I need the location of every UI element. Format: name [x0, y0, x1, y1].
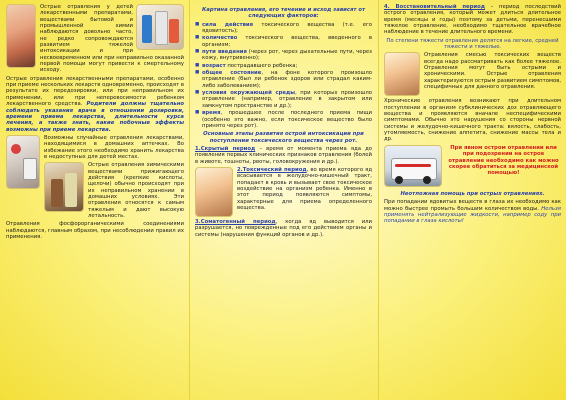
stage-4-paragraph — [384, 4, 561, 36]
factor-term: сила действия — [202, 21, 254, 28]
factor-term: условия окружающей среды — [202, 90, 296, 97]
eye-aid-paragraph — [384, 199, 561, 224]
factor-item — [195, 22, 372, 35]
factor-item — [195, 35, 372, 48]
medication-text: Острые отравления лекарственными препаратами, особенно при приеме нескольких лекарств одновременно, происходят в результате их передозировки, или при неправильном их применении, или при неперевосимости ребенком лекарственного средства. — [6, 75, 184, 108]
factor-item — [195, 49, 372, 62]
mixed-poisoning-paragraph: Отравления смесью токсических веществ всегда надо рассматривать как более тяжелое. Отравления могут быть острыми и хроническими. Острые отравления характеризуются острым развитием симптомов, специфичных для данного отравления. — [424, 52, 561, 91]
child-with-pills-image — [6, 4, 36, 68]
home-pharmacy-text: Возможны случайные отравления лекарствами, находящимися в домашних аптечках. Во избежание этого необходимо хранить лекарства в недоступных для детей местах. — [44, 134, 184, 160]
sick-child-image — [195, 167, 233, 217]
factor-desc: токсического вещества (т.е. его ядовитость); — [202, 21, 373, 35]
parents-warning: Родители должны тщательно соблюдать указания врача в отношении дозировки, времени приема лекарства, длительности курса лечения, а также знать, какие побочные эффекты возможны при приеме лекарства. — [6, 101, 184, 133]
urgent-help-warning: При явном остром отравлении или при подозрении на острое отравление необходимо как можно скорее обратиться за медицинской помощью! — [448, 144, 559, 177]
stage-1-title: 1.Скрытый период — [195, 145, 256, 152]
stage-3-paragraph — [195, 219, 372, 238]
organophosphate-paragraph: Отравления фосфорорганическими соединениями наблюдаются, главным образом, при несоблюдении правил их применения. — [6, 221, 184, 241]
eye-aid-text: При попадании ядовитых веществ в глаза их необходимо как можно быстрее промыть большим количеством воды. — [384, 199, 561, 212]
factor-item — [195, 70, 372, 89]
factor-desc: пострадавшего ребенка; — [225, 62, 298, 69]
stage-3-title: 3.Соматогенный период — [195, 218, 276, 225]
factor-desc: , прошедшее после последнего приема пищи (особенно это важно, если токсическое вещество было принято через рот). — [202, 110, 372, 129]
factor-item — [195, 110, 372, 129]
factor-desc: , при которых произошло отравление (например, отравление в закрытом или замкнутом пространстве и др.); — [202, 90, 372, 109]
middle-column — [189, 0, 378, 400]
factor-item — [195, 90, 372, 109]
ambulance-image — [384, 145, 442, 187]
factors-list — [195, 22, 372, 130]
lying-child-image — [384, 52, 420, 96]
stage-2-title: 2.Токсический период — [237, 166, 307, 173]
first-aid-heading: Неотложная помощь при острых отравлениях. — [400, 190, 545, 197]
household-chemicals-image — [136, 4, 184, 50]
stage-1-paragraph — [195, 146, 372, 165]
medication-paragraph — [6, 76, 184, 133]
severity-paragraph: По степени тяжести отравления делятся на легкие, средней тяжести и тяжелые. — [386, 37, 559, 51]
factor-term: возраст — [202, 62, 226, 69]
caustic-paragraph: Острые отравления химическими веществами прижигающего действия (крепкие кислоты, щелочи) обычно происходят при их неправильном хранении в домашних условиях. Эти отравления относятся к самым тяжелым и дают высокую летальность. — [88, 162, 184, 219]
factor-term: количество — [202, 35, 238, 42]
factor-desc: (через рот, через дыхательные пути, через кожу, внутривенно); — [202, 49, 373, 62]
stages-heading: Основные этапы развития острой интоксикации при поступлении токсического вещества через рот. — [203, 131, 364, 144]
medicine-cabinet-image — [6, 135, 40, 189]
factor-term: пути введения — [202, 49, 247, 56]
stage-2-text: , во время которого яд всасывается в желудочно-кишечный тракт, попадает в кровь и вызывает свое токсическое воздействие на организм ребенка. Именно в этот период появляются симптомы, характерные для приема определенного вещества. — [237, 166, 372, 211]
stage-3-text: , когда яд выводится или разрушается, но поврежденные под его действием органы и системы (нарушения функций органов и др.). — [195, 218, 372, 238]
left-column — [0, 0, 189, 400]
chemical-bottles-image — [44, 162, 84, 212]
factor-term: общее состояние — [202, 70, 262, 77]
stage-4-title: 4. Восстановительный период — [384, 4, 486, 10]
factor-desc: токсического вещества, введенного в организм; — [202, 35, 372, 48]
factor-item — [195, 63, 372, 69]
stage-1-text: – время от момента приема яда до появления первых клинических признаков отравления (болей в животе, тошноты, рвоты, головокружения и др.). — [195, 145, 372, 165]
factor-term: время — [202, 110, 221, 117]
chronic-paragraph: Хронические отравления возникают при длительном поступлении в организм субклинических доз отравляющего вещества и проявляются вначале неспецифическими симптомами. Обычно это нарушения со стороны нервной системы и желудочно-кишечного тракта: вялость, слабость, утомляемость, снижение аппетита, снижение массы тела и др. — [384, 98, 561, 143]
factors-heading: Картина отравления, его течение и исход зависят от следующих факторов: — [201, 7, 366, 20]
factor-desc: , на фоне которого произошло отравление (был ли ребенок здоров или страдал каким-либо заболеванием); — [202, 70, 372, 89]
eye-aid-warning: Нельзя применять нейтрализующие жидкости, например соду при попадании в глаза кислоты! — [384, 205, 561, 225]
stage-4-text: – период последствий острого отравления, который может длиться длительное время (месяцы и годы) поэтому за детьми, перенесшими тяжелое отравление, необходимо тщательное врачебное наблюдение в течение длительного времени. — [384, 4, 562, 36]
intro-paragraph: Острые отравления у детей лекарственными препаратами, веществами бытовой и промышленной химии наблюдаются довольно часто, не редко сопровождаются развитием тяжелой интоксикации и при несвоевременном или при неправильно оказанной первой помощи могут привести к смертельному исходу. — [40, 4, 184, 74]
right-column — [378, 0, 566, 400]
